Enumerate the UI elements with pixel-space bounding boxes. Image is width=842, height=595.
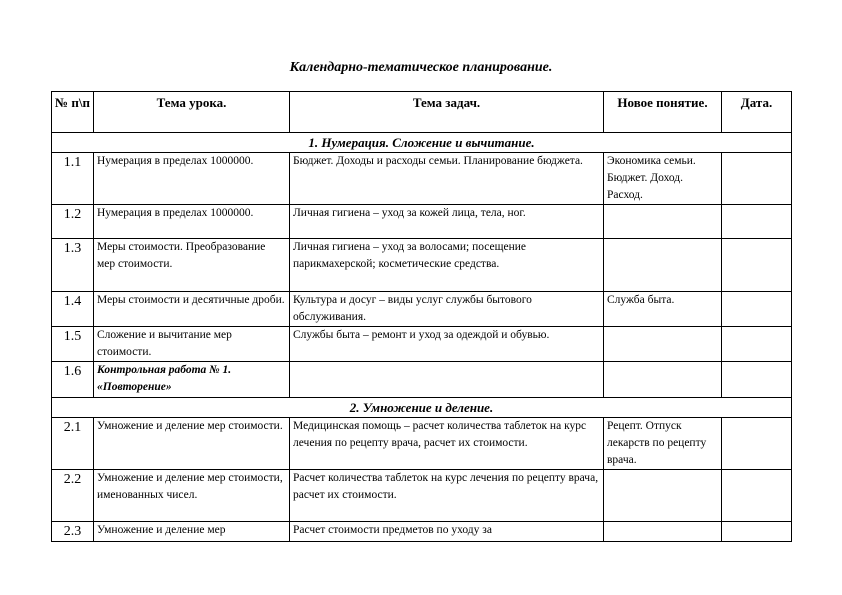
planning-table [51, 91, 792, 542]
section-row [52, 133, 792, 153]
row-date [722, 153, 792, 205]
row-date [722, 418, 792, 470]
row-date [722, 522, 792, 542]
row-date [722, 205, 792, 239]
table-row [52, 362, 792, 398]
row-date [722, 470, 792, 522]
row-num: 2.2 [52, 470, 94, 522]
header-date: Дата. [722, 92, 792, 133]
table-row [52, 239, 792, 292]
header-concept: Новое понятие. [604, 92, 722, 133]
row-tasks: Бюджет. Доходы и расходы семьи. Планирование бюджета. [290, 153, 604, 205]
row-date [722, 292, 792, 327]
header-num: № п\п [52, 92, 94, 133]
row-concept [604, 362, 722, 398]
row-concept [604, 470, 722, 522]
table-row [52, 153, 792, 205]
row-concept: Служба быта. [604, 292, 722, 327]
row-date [722, 327, 792, 362]
section-title: 2. Умножение и деление. [52, 398, 792, 418]
row-topic: Умножение и деление мер [94, 522, 290, 542]
row-tasks [290, 362, 604, 398]
table-row [52, 522, 792, 542]
row-concept [604, 205, 722, 239]
row-tasks: Медицинская помощь – расчет количества таблеток на курс лечения по рецепту врача, расчет их стоимости. [290, 418, 604, 470]
table-row [52, 292, 792, 327]
row-date [722, 362, 792, 398]
row-num: 1.2 [52, 205, 94, 239]
row-concept: Рецепт. Отпуск лекарств по рецепту врача. [604, 418, 722, 470]
row-topic [94, 362, 290, 398]
row-topic: Нумерация в пределах 1000000. [94, 153, 290, 205]
row-num: 1.4 [52, 292, 94, 327]
row-num: 2.3 [52, 522, 94, 542]
table-row [52, 470, 792, 522]
table-row [52, 418, 792, 470]
test-subtitle: «Повторение» [97, 381, 172, 393]
row-topic: Умножение и деление мер стоимости, именованных чисел. [94, 470, 290, 522]
test-title: Контрольная работа № 1. [97, 364, 232, 376]
section-row [52, 398, 792, 418]
row-tasks: Службы быта – ремонт и уход за одеждой и обувью. [290, 327, 604, 362]
row-tasks: Расчет количества таблеток на курс лечения по рецепту врача, расчет их стоимости. [290, 470, 604, 522]
row-topic: Меры стоимости. Преобразование мер стоимости. [94, 239, 290, 292]
row-tasks: Расчет стоимости предметов по уходу за [290, 522, 604, 542]
row-concept [604, 327, 722, 362]
section-title: 1. Нумерация. Сложение и вычитание. [52, 133, 792, 153]
table-row [52, 205, 792, 239]
row-num: 1.1 [52, 153, 94, 205]
row-tasks: Культура и досуг – виды услуг службы бытового обслуживания. [290, 292, 604, 327]
header-topic: Тема урока. [94, 92, 290, 133]
row-tasks: Личная гигиена – уход за волосами; посещение парикмахерской; косметические средства. [290, 239, 604, 292]
row-num: 2.1 [52, 418, 94, 470]
row-tasks: Личная гигиена – уход за кожей лица, тела, ног. [290, 205, 604, 239]
row-topic: Умножение и деление мер стоимости. [94, 418, 290, 470]
row-concept: Экономика семьи. Бюджет. Доход. Расход. [604, 153, 722, 205]
header-row [52, 92, 792, 133]
row-topic: Нумерация в пределах 1000000. [94, 205, 290, 239]
row-concept [604, 522, 722, 542]
table-row [52, 327, 792, 362]
row-date [722, 239, 792, 292]
row-topic: Сложение и вычитание мер стоимости. [94, 327, 290, 362]
row-num: 1.6 [52, 362, 94, 398]
row-num: 1.3 [52, 239, 94, 292]
row-topic: Меры стоимости и десятичные дроби. [94, 292, 290, 327]
header-tasks: Тема задач. [290, 92, 604, 133]
row-concept [604, 239, 722, 292]
row-num: 1.5 [52, 327, 94, 362]
page-title: Календарно-тематическое планирование. [289, 60, 553, 75]
